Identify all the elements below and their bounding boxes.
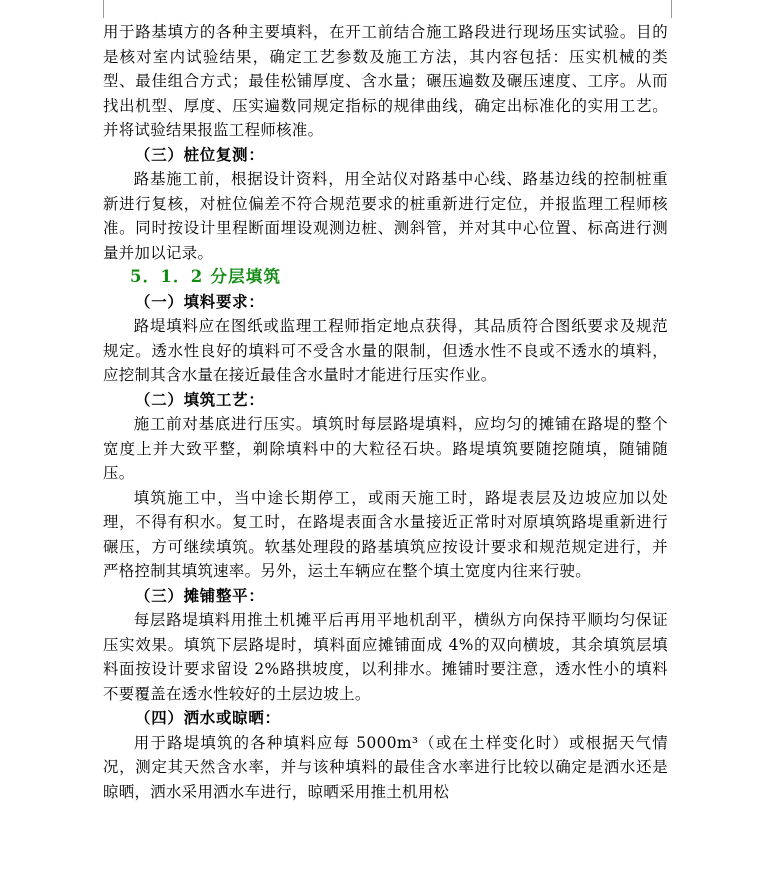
section-heading-layered-filling: 5．1．2 分层填筑 — [130, 267, 282, 286]
paragraph-pile-recheck: 路基施工前，根据设计资料，用全站仪对路基中心线、路基边线的控制桩重新进行复核，对桩位偏差不符合规范要求的桩重新进行定位，并报监理工程师核准。同时按设计里程断面埋设观测边桩、测斜管，并对其中心位置、标高进行测量并加以记录。 — [103, 170, 668, 262]
heading-spreading-leveling: （三）摊铺整平： — [135, 586, 265, 605]
paragraph-watering-drying: 用于路堤填筑的各种填料应每 5000m³（或在土样变化时）或根据天气情况，测定其天然含水率，并与该种填料的最佳含水率进行比较以确定是洒水还是晾晒，洒水采用洒水车进行，晾晒采用推土机用松 — [103, 733, 668, 801]
paragraph-spreading-leveling: 每层路堤填料用推土机摊平后再用平地机刮平，横纵方向保持平顺均匀保证压实效果。填筑下层路堤时，填料面应摊铺面成 4%的双向横坡，其余填筑层填料面按设计要求留设 2%路拱坡度，以利排水。摊铺时要注意，透水性小的填料不要覆盖在透水性较好的土层边坡上。 — [103, 611, 668, 703]
paragraph-fill-requirements: 路堤填料应在图纸或监理工程师指定地点获得，其品质符合图纸要求及规范规定。透水性良好的填料可不受含水量的限制，但透水性不良或不透水的填料，应挖制其含水量在接近最佳含水量时才能进行压实作业。 — [103, 317, 668, 384]
heading-pile-recheck: （三）桩位复测： — [135, 145, 265, 164]
heading-fill-requirements: （一）填料要求： — [135, 292, 265, 311]
paragraph-compaction-test: 用于路基填方的各种主要填料，在开工前结合施工路段进行现场压实试验。目的是核对室内试验结果，确定工艺参数及施工方法，其内容包括：压实机械的类型、最佳组合方式；最佳松铺厚度、含水量；碾压遍数及碾压速度、工序。从而找出机型、厚度、压实遍数同规定指标的规律曲线，确定出标准化的实用工艺。并将试验结果报监工程师核准。 — [103, 23, 668, 139]
page-corner-mark-right — [671, 0, 672, 18]
paragraph-filling-process-2: 填筑施工中，当中途长期停工，或雨天施工时，路堤表层及边坡应加以处理，不得有积水。复工时，在路堤表面含水量接近正常时对原填筑路堤重新进行碾压，方可继续填筑。软基处理段的路基填筑应按设计要求和规范规定进行，并严格控制其填筑速率。另外，运土车辆应在整个填土宽度内往来行驶。 — [103, 488, 668, 580]
heading-filling-process: （二）填筑工艺： — [135, 390, 265, 409]
paragraph-filling-process-1: 施工前对基底进行压实。填筑时每层路堤填料，应均匀的摊铺在路堤的整个宽度上并大致平整，剃除填料中的大粒径石块。路堤填筑要随挖随填，随铺随压。 — [103, 415, 668, 482]
document-page — [103, 0, 668, 804]
heading-watering-drying: （四）洒水或晾晒： — [135, 709, 281, 727]
